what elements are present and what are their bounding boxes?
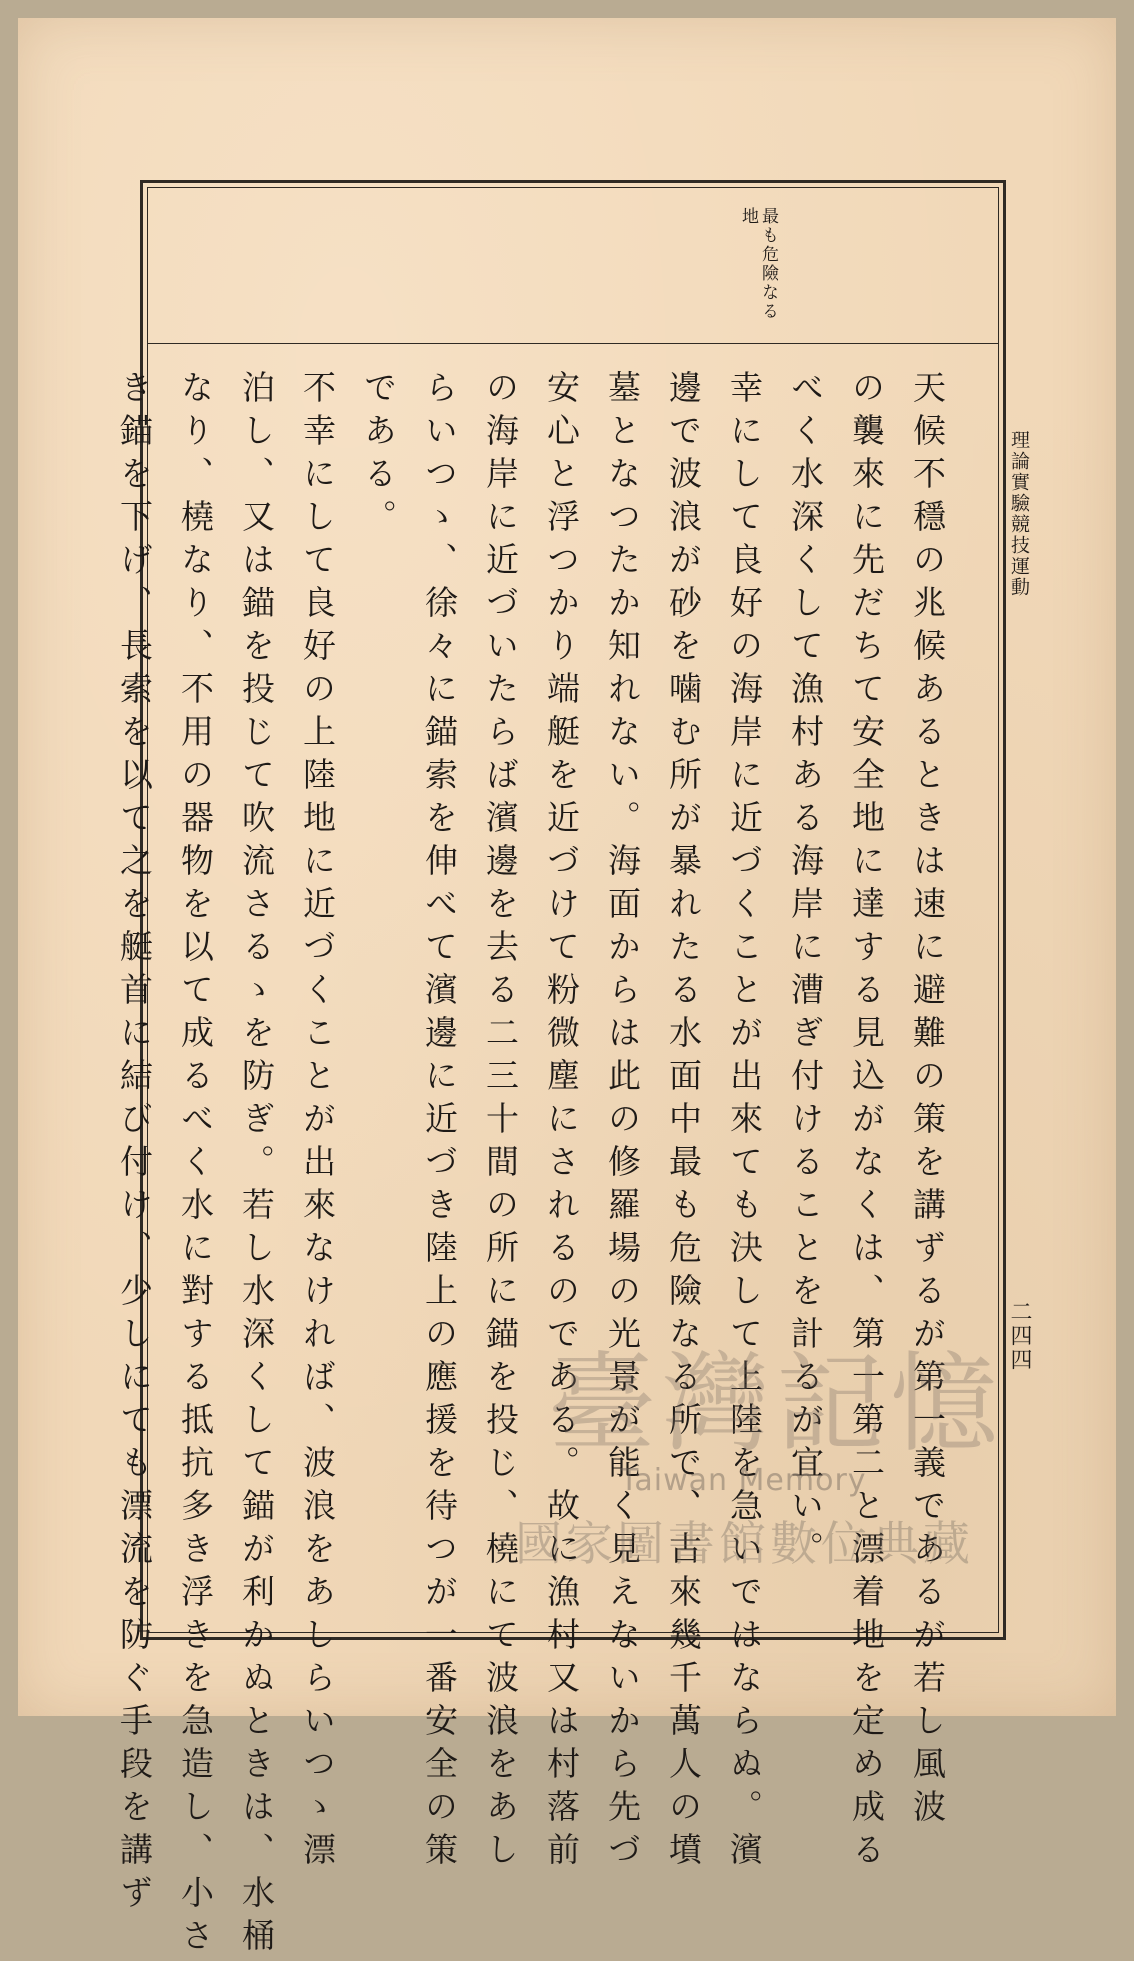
watermark-title: 臺灣記憶 [548,1342,1005,1467]
watermark-line: 國家圖書館數位典藏 [515,1517,974,1572]
watermark-subtitle: Taiwan Memory [620,1463,867,1498]
side-heading: 最も危險なる 地 [738,207,778,321]
running-header: 理論實驗競技運動 [1008,430,1030,598]
margin-separator [147,343,999,344]
body-text: 天候不穩の兆候あるときは速に避難の策を講ずるが第一義であるが若し風波 の襲來に先だちて安全地に達する見込がなくは、第一第二と漂着地を定め成る べく水深くして漁村ある海岸に漕ぎ付けることを計るが宜い。 幸にして良好の海岸に近づくことが出來ても決して上陸を急いではならぬ。濱 邊で波浪が砂を噛む所が暴れたる水面中最も危險なる所で、古來幾千萬人の墳 墓となつたか知れない。海面からは此の修羅場の光景が能く見えないから先づ 安心と浮つかり端艇を近づけて粉微塵にされるのである。故に漁村又は村落前 の海岸に近づいたらば濱邊を去る二三十間の所に錨を投じ、橈にて波浪をあし らいつゝ、徐々に錨索を伸べて濱邊に近づき陸上の應援を待つが一番安全の策 である。 不幸にして良好の上陸地に近づくことが出來なければ、波浪をあしらいつゝ漂 泊し、又は錨を投じて吹流さるゝを防ぎ。若し水深くして錨が利かぬときは、水桶 なり、橈なり、不用の器物を以て成るべく水に對する抵抗多き浮きを急造し、小さ き錨を下げ、長索を以て之を艇首に結び付け、少しにても漂流を防ぐ手段を講ず [115,370,947,1961]
page-number: 二四四 [1007,1300,1032,1372]
